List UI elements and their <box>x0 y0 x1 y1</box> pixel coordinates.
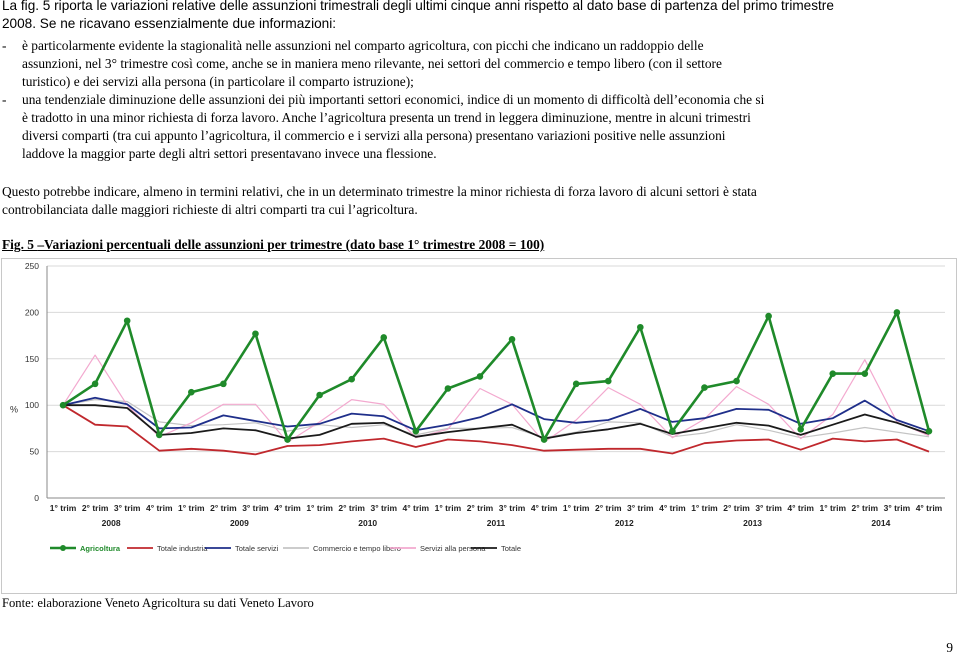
x-tick-label: 2° trim <box>210 503 237 513</box>
source-note: Fonte: elaborazione Veneto Agricoltura su dati Veneto Lavoro <box>2 596 314 610</box>
x-year-label: 2010 <box>358 518 378 528</box>
x-tick-label: 3° trim <box>883 503 911 513</box>
x-year-label: 2008 <box>101 518 121 528</box>
x-year-label: 2014 <box>871 518 891 528</box>
data-point-agricoltura <box>477 373 484 380</box>
x-year-label: 2012 <box>614 518 634 528</box>
paragraph-line-2: controbilanciata dalle maggiori richieste di altri comparti tra cui l’agricoltura. <box>2 202 418 217</box>
bullet-2-line-1 <box>2 91 764 109</box>
x-tick-label: 3° trim <box>242 503 269 513</box>
x-tick-label: 1° trim <box>49 503 77 513</box>
intro-line-2: 2008. Se ne ricavano essenzialmente due informazioni: <box>2 16 337 31</box>
data-point-agricoltura <box>284 436 291 443</box>
data-point-agricoltura <box>573 381 580 388</box>
page-number: 9 <box>946 640 953 655</box>
data-point-agricoltura <box>829 370 836 377</box>
data-point-agricoltura <box>348 376 355 383</box>
x-tick-label: 4° trim <box>145 503 173 513</box>
x-tick-label: 1° trim <box>178 503 205 513</box>
data-point-agricoltura <box>156 432 163 439</box>
legend-label: Totale servizi <box>235 544 279 553</box>
data-point-agricoltura <box>541 436 548 443</box>
data-point-agricoltura <box>637 324 644 331</box>
bullet-2-line-3: diversi comparti (tra cui appunto l’agricoltura, il commercio e i servizi alla persona) presentano variazioni positive nelle assunzioni <box>22 128 726 143</box>
x-tick-label: 4° trim <box>274 503 301 513</box>
figure-caption-text: –Variazioni percentuali delle assunzioni per trimestre (dato base 1° trimestre 2008 = 100) <box>37 237 545 252</box>
figure-caption <box>2 236 544 254</box>
x-tick-label: 2° trim <box>81 503 109 513</box>
x-tick-label: 3° trim <box>755 503 782 513</box>
bullet-1-line-3: turistico) e dei servizi alla persona (in particolare il comparto istruzione); <box>22 74 414 89</box>
x-tick-label: 1° trim <box>434 503 462 513</box>
x-tick-label: 3° trim <box>498 503 526 513</box>
y-tick-label: 50 <box>29 446 39 457</box>
data-point-agricoltura <box>605 378 612 385</box>
data-point-agricoltura <box>765 313 772 320</box>
data-point-agricoltura <box>220 381 227 388</box>
data-point-agricoltura <box>92 381 99 388</box>
x-tick-label: 4° trim <box>530 503 558 513</box>
bullet-1-line-1 <box>2 37 704 55</box>
line-chart <box>0 258 959 594</box>
data-point-agricoltura <box>380 334 387 341</box>
x-tick-label: 4° trim <box>659 503 686 513</box>
legend-label: Agricoltura <box>80 544 121 553</box>
data-point-agricoltura <box>124 317 131 324</box>
x-tick-label: 2° trim <box>594 503 622 513</box>
bullet-2-line-2: è tradotto in una minor richiesta di forza lavoro. Anche l’agricoltura presenta un trend in leggera diminuzione, mentre in alcuni trimestri <box>22 110 751 125</box>
legend-marker <box>60 545 66 551</box>
x-tick-label: 1° trim <box>562 503 590 513</box>
legend-label: Commercio e tempo libero <box>313 544 401 553</box>
bullet-1-line-2: assunzioni, nel 3° trimestre così come, anche se in maniera meno rilevante, nei settori del commercio e tempo libero (con il settore <box>22 56 722 71</box>
x-tick-label: 2° trim <box>723 503 750 513</box>
bullet-dash: - <box>2 38 7 53</box>
data-point-agricoltura <box>733 378 740 385</box>
figure-caption-prefix: Fig. 5 <box>2 237 34 252</box>
y-tick-label: 100 <box>24 400 39 411</box>
data-point-agricoltura <box>60 402 67 409</box>
x-year-label: 2011 <box>486 518 506 528</box>
data-point-agricoltura <box>413 428 420 435</box>
y-tick-label: 150 <box>24 353 39 364</box>
data-point-agricoltura <box>316 392 323 399</box>
data-point-agricoltura <box>894 309 901 316</box>
x-tick-label: 2° trim <box>851 503 879 513</box>
bullet-dash: - <box>2 92 7 107</box>
x-tick-label: 1° trim <box>306 503 333 513</box>
data-point-agricoltura <box>188 389 195 396</box>
data-point-agricoltura <box>701 384 708 391</box>
data-point-agricoltura <box>509 336 516 343</box>
intro-line-1: La fig. 5 riporta le variazioni relative delle assunzioni trimestrali degli ultimi cinque anni rispetto al dato base di partenza del primo trimestre <box>2 0 834 13</box>
data-point-agricoltura <box>252 330 259 337</box>
x-tick-label: 3° trim <box>627 503 654 513</box>
x-tick-label: 2° trim <box>338 503 365 513</box>
x-year-label: 2013 <box>743 518 763 528</box>
data-point-agricoltura <box>862 370 869 377</box>
x-tick-label: 3° trim <box>370 503 398 513</box>
data-point-agricoltura <box>445 385 452 392</box>
data-point-agricoltura <box>797 426 804 433</box>
y-tick-label: 0 <box>34 493 39 503</box>
data-point-agricoltura <box>926 428 933 435</box>
y-tick-label: 200 <box>24 307 39 318</box>
x-tick-label: 4° trim <box>787 503 814 513</box>
data-point-agricoltura <box>669 428 676 435</box>
x-tick-label: 4° trim <box>402 503 430 513</box>
y-tick-label: 250 <box>24 261 39 271</box>
x-tick-label: 3° trim <box>113 503 141 513</box>
y-axis-label: % <box>10 404 19 415</box>
x-year-label: 2009 <box>229 518 249 528</box>
legend-label: Servizi alla persona <box>420 544 486 553</box>
bullet-text: una tendenziale diminuzione delle assunzioni dei più importanti settori economici, indice di un momento di difficoltà dell’economia che si <box>22 92 765 107</box>
x-tick-label: 1° trim <box>691 503 718 513</box>
legend-label: Totale industria <box>157 544 208 553</box>
series-line-agricoltura <box>63 312 929 439</box>
x-tick-label: 2° trim <box>466 503 494 513</box>
bullet-2-line-4: laddove la maggior parte degli altri settori presentavano invece una flessione. <box>22 146 437 161</box>
x-tick-label: 4° trim <box>915 503 943 513</box>
x-tick-label: 1° trim <box>819 503 847 513</box>
legend-label: Totale <box>501 544 522 553</box>
bullet-text: è particolarmente evidente la stagionalità nelle assunzioni nel comparto agricoltura, con picchi che indicano un raddoppio delle <box>22 38 704 53</box>
paragraph-line-1: Questo potrebbe indicare, almeno in termini relativi, che in un determinato trimestre la minor richiesta di forza lavoro di alcuni settori è stata <box>2 184 757 199</box>
